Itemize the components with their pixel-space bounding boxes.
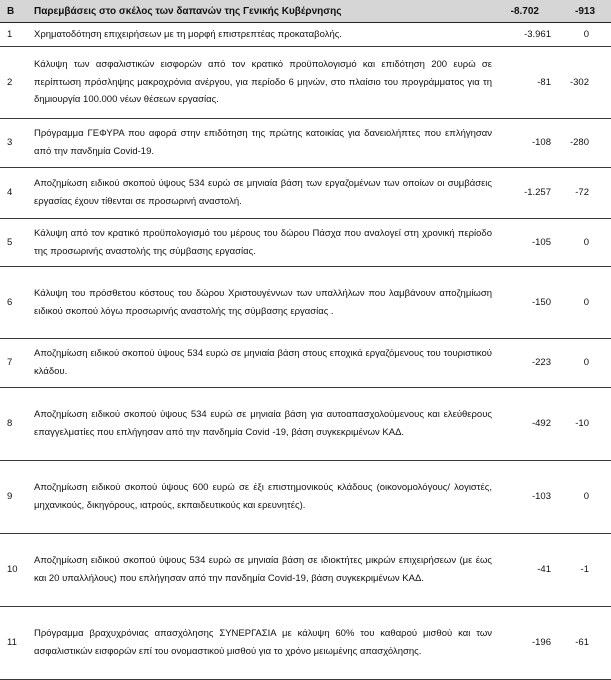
table-row [0,47,611,119]
table-row [0,339,611,388]
row-description: Αποζημίωση ειδικού σκοπού ύψους 534 ευρώ σε μηνιαία βάση σε ιδιοκτήτες μικρών επιχειρήσεων (με έως και 20 υπαλλήλους) που επλήγησαν από την πανδημία Covid-19, βάση συγκεκριμένων ΚΑΔ. [28,534,498,607]
row-description: Χρηματοδότηση επιχειρήσεων με τη μορφή επιστρεπτέας προκαταβολής. [28,23,498,47]
row-value-1: -103 [498,461,555,534]
row-value-1: -81 [498,47,555,119]
table-row [0,607,611,680]
row-number: 8 [0,388,28,461]
row-description: Πρόγραμμα βραχυχρόνιας απασχόλησης ΣΥΝΕΡΓΑΣΙΑ με κάλυψη 60% του καθαρού μισθού και των ασφαλιστικών εισφορών επί του ονομαστικού μισθού για το χρόνο μειωμένης απασχόλησης. [28,607,498,680]
row-number: 1 [0,23,28,47]
row-value-2: -302 [555,47,611,119]
table-row [0,461,611,534]
row-description: Πρόγραμμα ΓΕΦΥΡΑ που αφορά στην επιδότηση της πρώτης κατοικίας για δανειολήπτες που επλήγησαν από την πανδημία Covid-19. [28,119,498,168]
row-number: 3 [0,119,28,168]
table-row [0,388,611,461]
row-value-2: 0 [555,219,611,267]
section-label: Β [0,0,28,23]
row-description: Κάλυψη από τον κρατικό προϋπολογισμό του μέρους του δώρου Πάσχα που αναλογεί στη χρονική περίοδο της προσωρινής αναστολής της σύμβασης εργασίας. [28,219,498,267]
row-value-1: -196 [498,607,555,680]
row-description: Κάλυψη των ασφαλιστικών εισφορών από τον κρατικό προϋπολογισμό και επιδότηση 200 ευρώ σε περίπτωση πρόσληψης μακροχρόνια ανέργου, για περίοδο 6 μηνών, στο πλαίσιο του προγράμματος για τη δημιουργία 100.000 νέων θέσεων εργασίας. [28,47,498,119]
row-description: Αποζημίωση ειδικού σκοπού ύψους 534 ευρώ σε μηνιαία βάση των εργαζομένων των οποίων οι συμβάσεις εργασίας έχουν τίθενται σε προσωρινή αναστολή. [28,168,498,219]
table-row [0,267,611,339]
row-value-2: -72 [555,168,611,219]
table-row [0,23,611,47]
row-value-2: 0 [555,267,611,339]
row-number: 2 [0,47,28,119]
row-value-2: 0 [555,23,611,47]
row-value-2: -10 [555,388,611,461]
table-row [0,168,611,219]
row-value-2: -61 [555,607,611,680]
row-value-2: 0 [555,461,611,534]
row-description: Κάλυψη του πρόσθετου κόστους του δώρου Χριστουγέννων των υπαλλήλων που λαμβάνουν αποζημίωση ειδικού σκοπού λόγω προσωρινής αναστολής της σύμβασης εργασίας . [28,267,498,339]
total-value-1: -8.702 [498,0,555,23]
row-value-1: -108 [498,119,555,168]
row-value-2: -280 [555,119,611,168]
row-value-1: -1.257 [498,168,555,219]
table-row [0,219,611,267]
row-description: Αποζημίωση ειδικού σκοπού ύψους 600 ευρώ σε έξι επιστημονικούς κλάδους (οικονομολόγους/ λογιστές, μηχανικούς, δικηγόρους, ιατρούς, εκπαιδευτικούς και ερευνητές). [28,461,498,534]
row-description: Αποζημίωση ειδικού σκοπού ύψους 534 ευρώ σε μηνιαία βάση στους εποχικά εργαζόμενους του τουριστικού κλάδου. [28,339,498,388]
row-value-1: -41 [498,534,555,607]
total-value-2: -913 [555,0,611,23]
row-value-1: -223 [498,339,555,388]
row-value-1: -3.961 [498,23,555,47]
section-title: Παρεμβάσεις στο σκέλος των δαπανών της Γενικής Κυβέρνησης [28,0,498,23]
row-description: Αποζημίωση ειδικού σκοπού ύψους 534 ευρώ σε μηνιαία βάση για αυτοαπασχολούμενους και ελεύθερους επαγγελματίες που επλήγησαν από την πανδημία Covid -19, βάση συγκεκριμένων ΚΑΔ. [28,388,498,461]
table-row [0,119,611,168]
row-value-2: -1 [555,534,611,607]
row-value-1: -492 [498,388,555,461]
row-number: 6 [0,267,28,339]
row-number: 9 [0,461,28,534]
row-value-1: -150 [498,267,555,339]
table-row [0,534,611,607]
row-number: 7 [0,339,28,388]
row-number: 4 [0,168,28,219]
row-value-2: 0 [555,339,611,388]
row-number: 11 [0,607,28,680]
table-header-row [0,0,611,23]
row-number: 5 [0,219,28,267]
row-value-1: -105 [498,219,555,267]
row-number: 10 [0,534,28,607]
